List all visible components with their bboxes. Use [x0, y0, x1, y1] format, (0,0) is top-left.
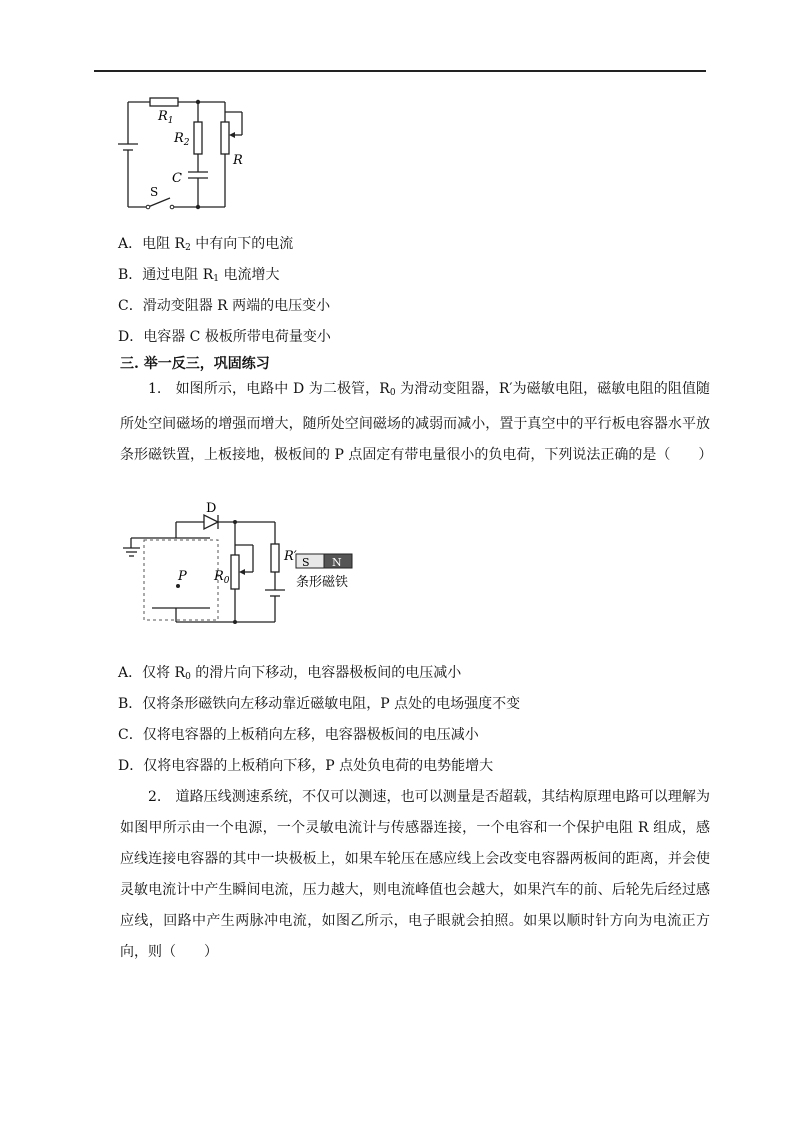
label-r0: $R_0$: [214, 569, 230, 586]
label-r2: $R_2$: [174, 131, 190, 148]
magnet-s-pole: [296, 554, 324, 568]
svg-text:N: N: [332, 556, 342, 569]
rheostat-r0: [231, 555, 239, 589]
prev-option-c: C．滑动变阻器 R 两端的电压变小: [118, 298, 331, 314]
q1-option-c: C．仅将电容器的上板稍向左移，电容器极板间的电压减小: [118, 727, 479, 743]
magnet-caption: 条形磁铁: [296, 575, 349, 590]
prev-option-d: D．电容器 C 极板所带电荷量变小: [118, 329, 331, 345]
rheostat-slider-arrow: [229, 132, 235, 138]
resistor-r2: [194, 122, 202, 154]
label-s: S: [150, 185, 159, 199]
circuit-figure-2: [118, 500, 368, 630]
switch-s: [148, 198, 170, 207]
label-c: C: [172, 171, 182, 186]
question-1-stem: 1. 如图所示，电路中 D 为二极管，$R_0$ 为滑动变阻器，R′为磁敏电阻，磁敏电阻的阻值随所处空间磁场的增强而增大，随所处空间磁场的减弱而减小，置于真空中的平行板电容器水平放条形磁铁置，上板接地，极板间的 P 点固定有带电量很小的负电荷，下列说法正确的是（ ）: [120, 381, 713, 463]
label-p: P: [178, 569, 187, 584]
q1-option-a: A．仅将 $R_0$ 的滑片向下移动，电容器极板间的电压减小: [118, 665, 462, 682]
rheostat-r: [221, 122, 229, 154]
circuit-figure-1: [118, 92, 278, 214]
prev-option-b: B．通过电阻 $R_1$ 电流增大: [118, 267, 280, 284]
svg-text:S: S: [302, 556, 310, 569]
header-rule: [94, 70, 706, 72]
question-2-stem: 2. 道路压线测速系统，不仅可以测速，也可以测量是否超载，其结构原理电路可以理解为如图甲所示由一个电源，一个灵敏电流计与传感器连接，一个电容和一个保护电阻 R 组成，感应线连接电容器的其中一块极板上，如果车轮压在感应线上会改变电容器两板间的距离，并会使灵敏电流计中产生瞬间电流，压力越大，则电流峰值也会越大，如果汽车的前、后轮先后经过感应线，回路中产生两脉冲电流，如图乙所示，电子眼就会拍照。如果以顺时针方向为电流正方向，则（ ）: [120, 789, 711, 960]
prev-option-a: A．电阻 $R_2$ 中有向下的电流: [118, 236, 294, 253]
label-d: D: [206, 501, 217, 516]
diode-d: [204, 515, 218, 529]
point-p: [176, 584, 180, 588]
rheostat-r0-arrow: [239, 569, 245, 575]
label-rprime: R′: [284, 549, 297, 564]
label-r1: $R_1$: [158, 109, 174, 126]
magneto-resistor: [271, 544, 279, 572]
resistor-r1: [150, 98, 178, 106]
q1-option-b: B．仅将条形磁铁向左移动靠近磁敏电阻，P 点处的电场强度不变: [118, 696, 521, 712]
q1-option-d: D．仅将电容器的上板稍向下移，P 点处负电荷的电势能增大: [118, 758, 494, 774]
section-heading: 三. 举一反三，巩固练习: [120, 356, 270, 372]
label-r: R: [233, 153, 243, 168]
